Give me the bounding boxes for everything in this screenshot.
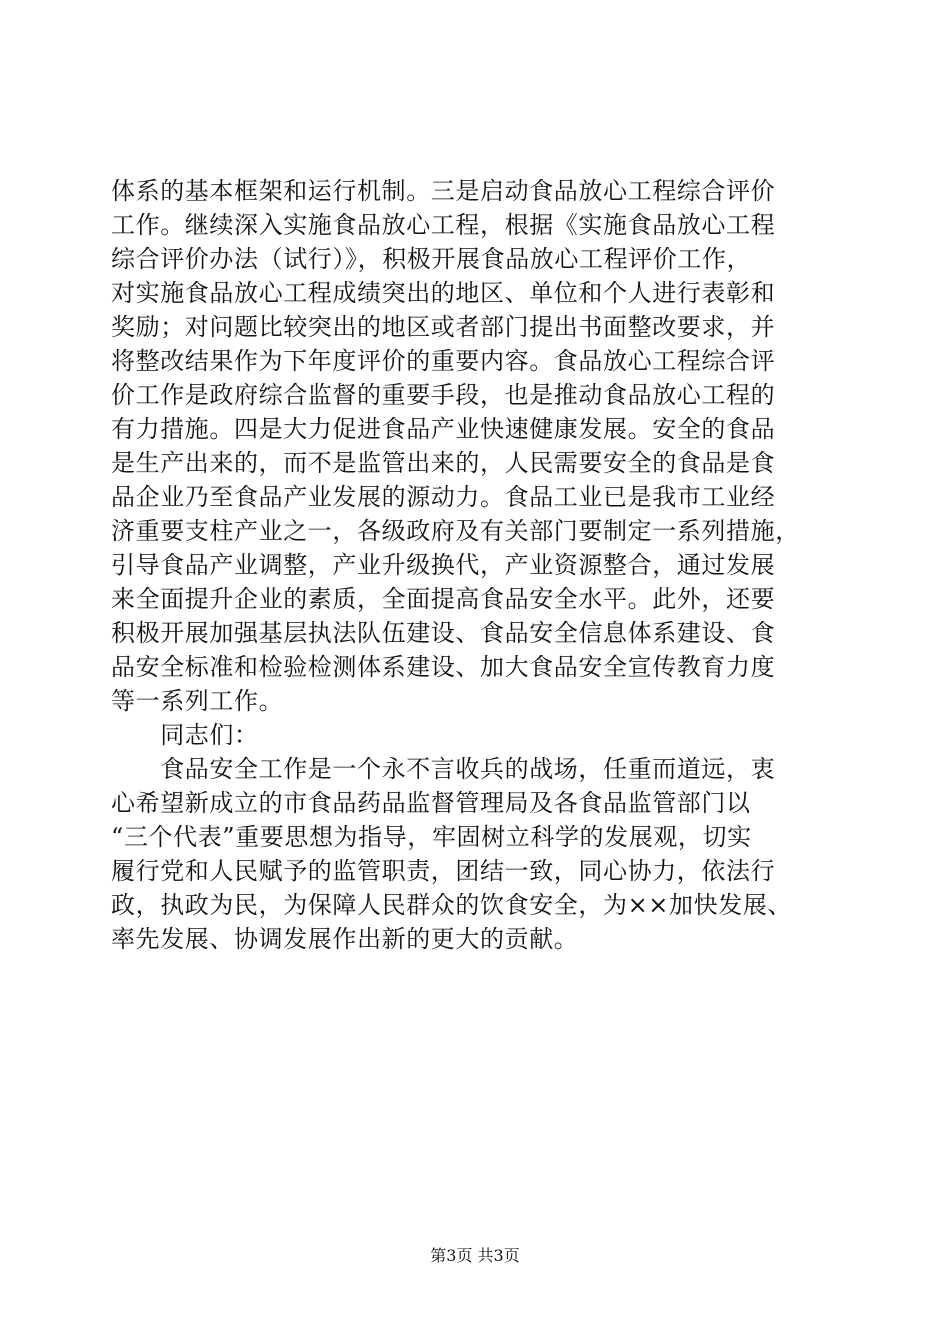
text-line: “三个代表”重要思想为指导，牢固树立科学的发展观，切实: [111, 823, 752, 851]
text-line: 将整改结果作为下年度评价的重要内容。食品放心工程综合评: [111, 347, 776, 375]
salutation-line: 同志们：: [111, 721, 259, 749]
text-line: 品企业乃至食品产业发展的源动力。食品工业已是我市工业经: [111, 483, 776, 511]
text-line: 积极开展加强基层执法队伍建设、食品安全信息体系建设、食: [111, 619, 776, 647]
text-line: 价工作是政府综合监督的重要手段，也是推动食品放心工程的: [111, 381, 776, 409]
page-number-footer: 第3页 共3页: [430, 1246, 520, 1265]
text-line: 引导食品产业调整，产业升级换代，产业资源整合，通过发展: [111, 551, 776, 579]
text-line: 等一系列工作。: [111, 687, 284, 715]
text-line: 工作。继续深入实施食品放心工程，根据《实施食品放心工程: [111, 211, 776, 239]
text-line: 来全面提升企业的素质，全面提高食品安全水平。此外，还要: [111, 585, 776, 613]
text-line: 综合评价办法（试行）》，积极开展食品放心工程评价工作，: [111, 245, 752, 273]
text-line: 对实施食品放心工程成绩突出的地区、单位和个人进行表彰和: [111, 279, 776, 307]
text-line: 食品安全工作是一个永不言收兵的战场，任重而道远，衷: [111, 755, 776, 783]
text-line: 政，执政为民，为保障人民群众的饮食安全，为××加快发展、: [111, 891, 793, 919]
text-line: 济重要支柱产业之一，各级政府及有关部门要制定一系列措施，: [111, 517, 800, 545]
text-line: 有力措施。四是大力促进食品产业快速健康发展。安全的食品: [111, 415, 776, 443]
text-line: 品安全标准和检验检测体系建设、加大食品安全宣传教育力度: [111, 653, 776, 681]
text-line: 是生产出来的，而不是监管出来的，人民需要安全的食品是食: [111, 449, 776, 477]
text-line: 体系的基本框架和运行机制。三是启动食品放心工程综合评价: [111, 177, 776, 205]
text-line: 心希望新成立的市食品药品监督管理局及各食品监管部门以: [111, 789, 751, 817]
text-line: 奖励；对问题比较突出的地区或者部门提出书面整改要求，并: [111, 313, 776, 341]
text-line: 履行党和人民赋予的监管职责，团结一致，同心协力，依法行: [111, 857, 776, 885]
text-line: 率先发展、协调发展作出新的更大的贡献。: [111, 925, 579, 953]
body-text: [111, 174, 851, 956]
